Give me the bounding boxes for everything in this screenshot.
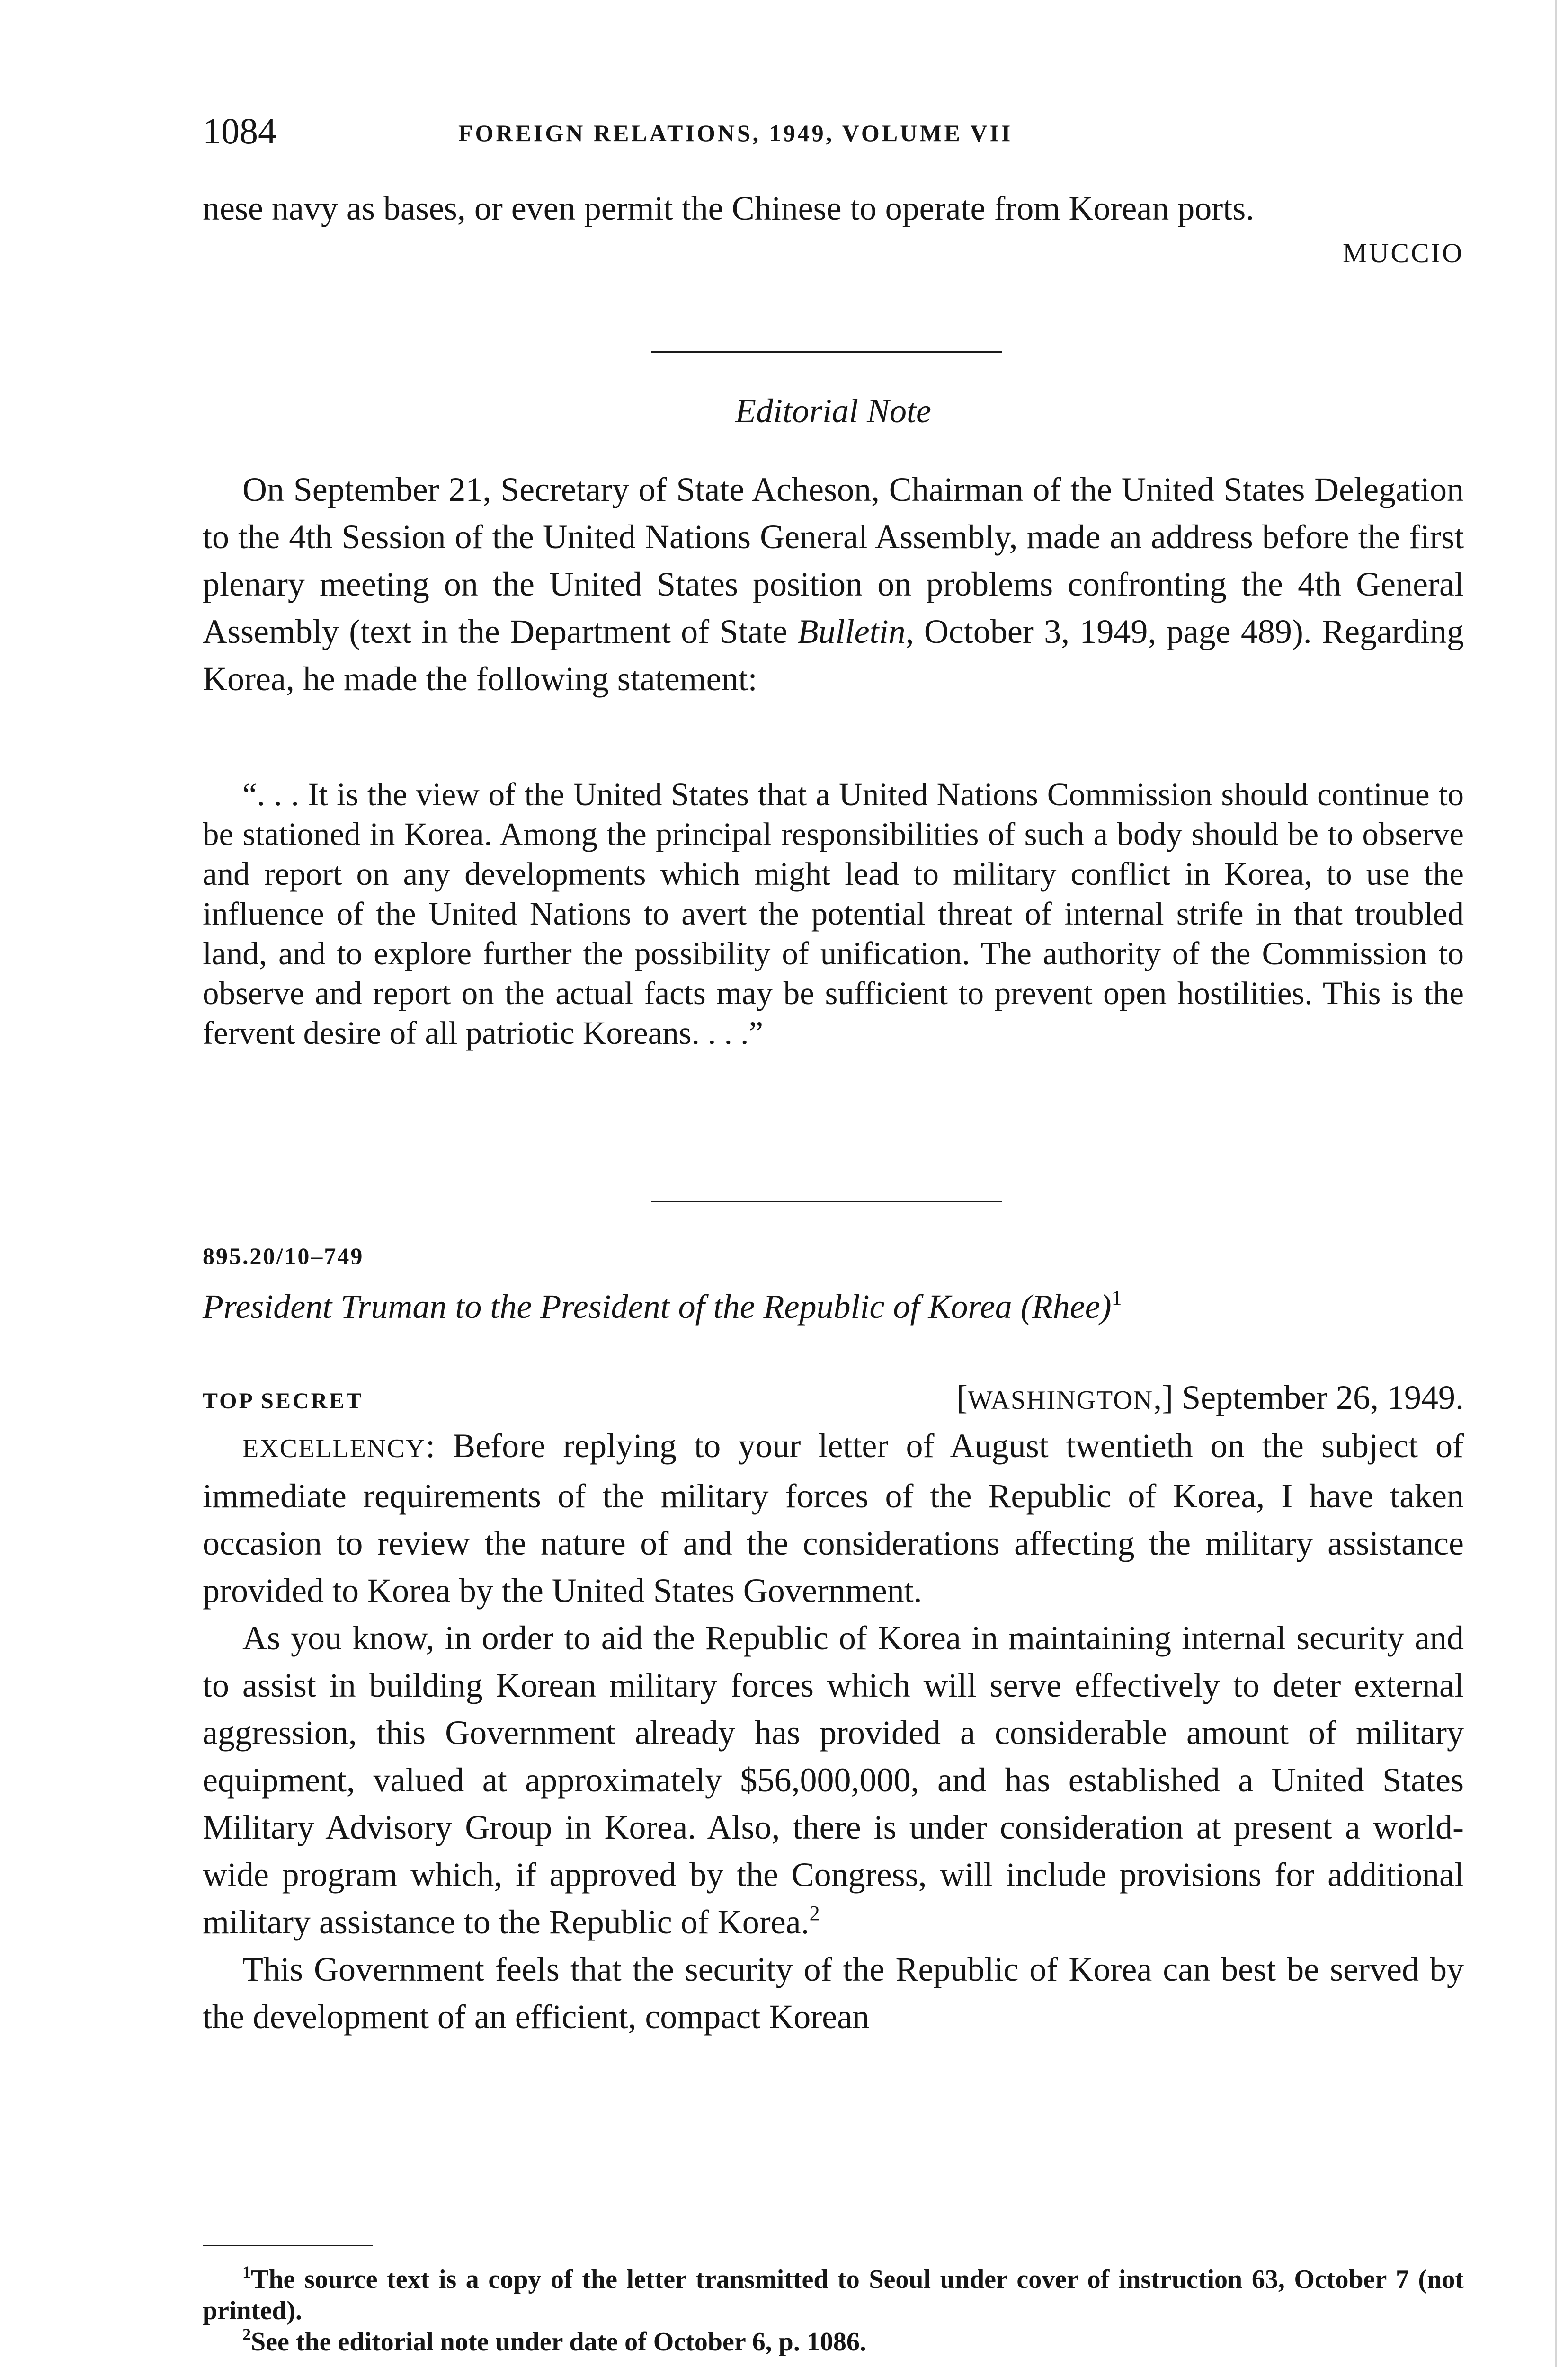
- running-header: [203, 110, 1464, 152]
- document-title-paren: (Rhee): [1020, 1288, 1112, 1326]
- editorial-note-paragraph: [203, 466, 1464, 703]
- letter-paragraph-3: This Government feels that the security of the Republic of Korea can best be served by the development of an efficient, compact Korean: [203, 1950, 1464, 2036]
- page-number: 1084: [203, 110, 276, 151]
- dateline: [203, 1374, 1464, 1421]
- salutation: EXCELLENCY: [242, 1434, 426, 1463]
- dateline-block: [203, 1374, 1464, 1421]
- footnote-1: $^1$The source text is a copy of the letter transmitted to Seoul under cover of instruction 63, October 7 (not printed).: [203, 2262, 1464, 2325]
- footnote-2: $^2$See the editorial note under date of October 6, p. 1086.: [242, 2325, 866, 2357]
- acheson-quotation: “. . . It is the view of the United States that a United Nations Commission should continue to be stationed in Korea. Among the principal responsibilities of such a body should be to observe and report on any developments which might lead to military conflict in Korea, to use the influence of the United Nations to avert the potential threat of internal strife in that troubled land, and to explore further the possibility of unification. The authority of the Commission to observe and report on the actual facts may be sufficient to prevent open hostilities. This is the fervent desire of all patriotic Koreans. . . .”: [203, 776, 1464, 1051]
- page-edge-line: [1555, 0, 1557, 2367]
- section-rule-2: [651, 1201, 1002, 1202]
- editorial-note-text-a: On September 21, Secretary of State Acheson, Chairman of the United States Delegation to the 4th Session of the United Nations General Assembly, made an address before the first plenary meeting on the United States position on problems confronting the 4th General Assembly (text in the Department of State: [203, 471, 1464, 650]
- letter-paragraph-2: As you know, in order to aid the Republic of Korea in maintaining internal security and to assist in building Korean military forces which will serve effectively to deter external aggression, this Government already has provided a considerable amount of military equipment, valued at approximately $56,000,000, and has established a United States Military Advisory Group in Korea. Also, there is under consideration at present a world-wide program which, if approved by the Congress, will include provisions for additional military assistance to the Republic of Korea.$^2$: [203, 1619, 1464, 1941]
- date-line: [WASHINGTON,] September 26, 1949.: [956, 1379, 1464, 1416]
- continuation-text: nese navy as bases, or even permit the Chinese to operate from Korean ports.: [203, 189, 1255, 227]
- letter-paragraph-1: EXCELLENCY: Before replying to your letter of August twentieth on the subject of immediate requirements of the military forces of the Republic of Korea, I have taken occasion to review the nature of and the considerations affecting the military assistance provided to Korea by the United States Government.: [203, 1427, 1464, 1610]
- continuation-block: [203, 185, 1464, 275]
- document-header: [203, 1239, 1464, 1272]
- footnote-area: [203, 2245, 1464, 2246]
- quotation-block: [203, 774, 1464, 1053]
- document-title-block: [203, 1283, 1464, 1330]
- running-title: FOREIGN RELATIONS, 1949, VOLUME VII: [458, 120, 1013, 146]
- footnote-ref-2: 2: [809, 1902, 820, 1925]
- letter-body: [203, 1422, 1464, 2040]
- editorial-note: [203, 387, 1464, 435]
- footnotes: [203, 2264, 1464, 2358]
- editorial-note-body: [203, 466, 1464, 703]
- footnote-rule: [203, 2245, 373, 2246]
- footnote-ref-1: 1: [1111, 1286, 1122, 1309]
- editorial-note-text-b: , October 3, 1949, page 489). Regarding Korea, he made the following statement:: [203, 613, 1464, 698]
- file-reference: 895.20/10–749: [203, 1243, 364, 1269]
- signature: MUCCIO: [1342, 238, 1464, 268]
- section-rule-1: [651, 351, 1002, 353]
- editorial-note-heading: Editorial Note: [735, 392, 931, 430]
- classification-label: TOP SECRET: [203, 1388, 364, 1414]
- bulletin-title: Bulletin: [797, 613, 906, 650]
- dateline-place: WASHINGTON: [967, 1386, 1154, 1415]
- document-title: President Truman to the President of the Republic of Korea (Rhee)$^1$: [203, 1286, 1122, 1326]
